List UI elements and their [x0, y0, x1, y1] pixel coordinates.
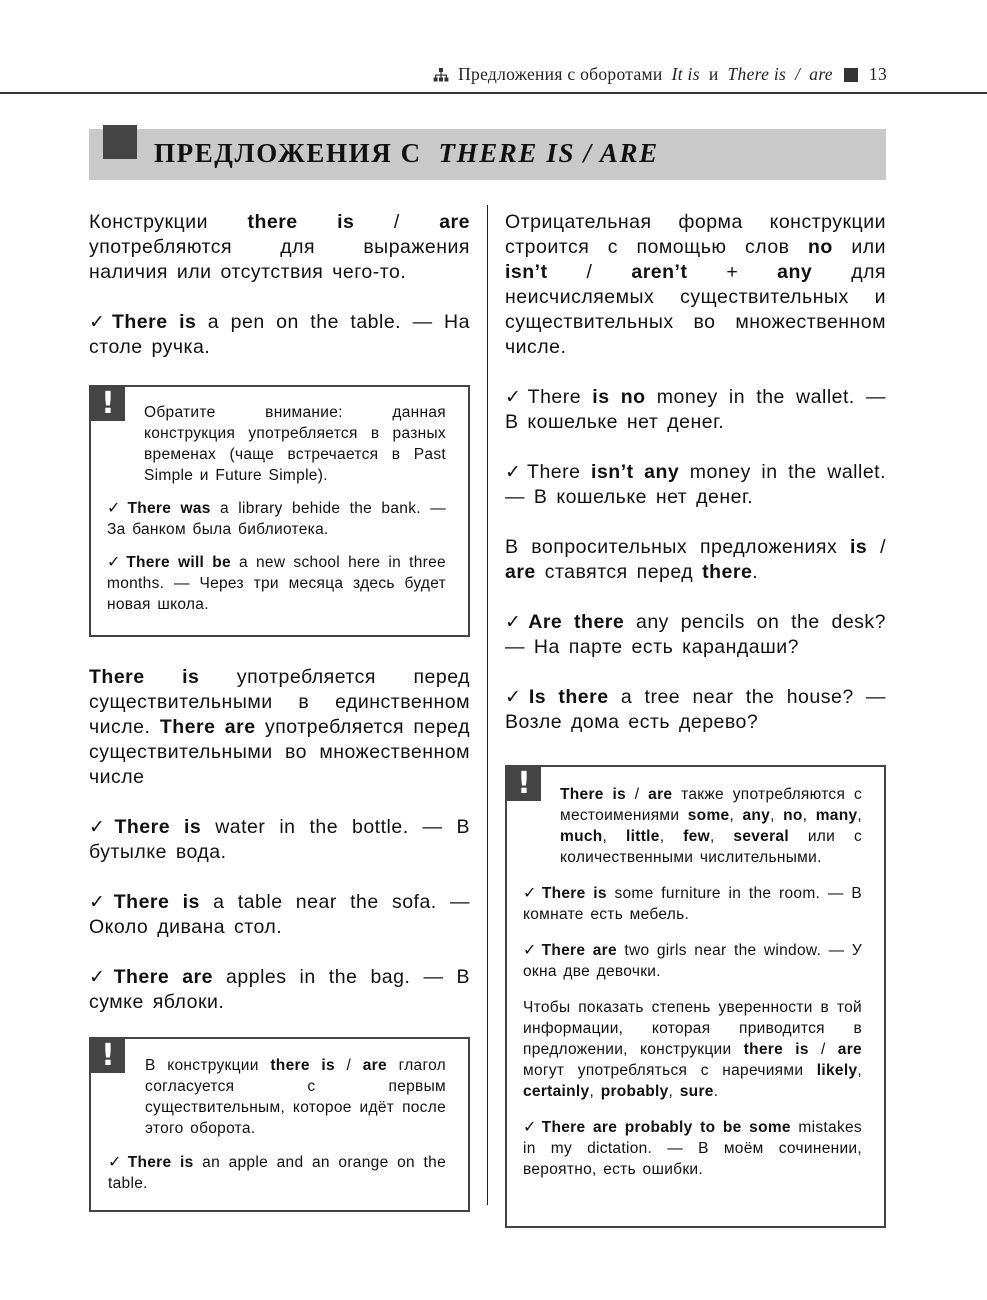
header-and: и [708, 64, 719, 84]
example-is-no-money: ✓ There is no money in the wallet. — В кошельке нет денег. [505, 386, 886, 433]
exclamation-icon: ! [507, 767, 541, 801]
check-icon: ✓ [89, 892, 110, 913]
header-square-marker [844, 68, 858, 82]
left-column [89, 210, 470, 1212]
check-icon: ✓ [523, 1119, 538, 1136]
example-table-sofa: ✓ There is a table near the sofa. — Около дивана стол. [89, 891, 470, 938]
header-there-is: There is [727, 64, 787, 84]
sitemap-icon [433, 68, 449, 82]
check-icon: ✓ [523, 885, 538, 902]
note-certainty-text: Чтобы показать степень уверенности в той информации, которая приводится в предложении, конструкции there is / are могут употребляться с наречиями likely, certainly, probably, sure. [523, 999, 862, 1100]
note-quantifiers-text: There is / are также употребляются с местоимениями some, any, no, many, much, little, few, several или с количественными числительными. [560, 786, 863, 866]
question-form-paragraph: В вопросительных предложениях is / are ставятся перед there. [505, 536, 886, 583]
note-example-girls-window: ✓ There are two girls near the window. — У окна две девочки. [523, 942, 862, 980]
check-icon: ✓ [505, 612, 525, 633]
check-icon: ✓ [505, 687, 525, 708]
check-icon: ✓ [89, 312, 108, 333]
running-header [433, 64, 887, 85]
exclamation-icon: ! [91, 1039, 125, 1073]
example-isnt-any-money: ✓ There isn’t any money in the wallet. — В кошельке нет денег. [505, 461, 887, 508]
example-is-there-tree: ✓ Is there a tree near the house? — Возле дома есть дерево? [505, 686, 886, 733]
example-apples-bag: ✓ There are apples in the bag. — В сумке яблоки. [89, 966, 470, 1013]
check-icon: ✓ [89, 817, 111, 838]
header-rule [0, 92, 987, 94]
check-icon: ✓ [107, 554, 123, 571]
check-icon: ✓ [107, 500, 124, 517]
header-are: are [809, 64, 833, 84]
note-example-there-was: ✓ There was a library behide the bank. — За банком была библиотека. [107, 500, 446, 538]
check-icon: ✓ [505, 387, 524, 408]
note-text: В конструкции there is / are глагол согласуется с первым существительным, которое идёт после этого оборота. [145, 1057, 446, 1137]
check-icon: ✓ [523, 942, 538, 959]
note-box-tenses [89, 385, 470, 637]
note-text: Обратите внимание: данная конструкция употребляется в разных временах (чаще встречается в Past Simple и Future Simple). [144, 404, 446, 484]
note-box-agreement [89, 1037, 470, 1212]
header-it-is: It is [671, 64, 700, 84]
header-prefix: Предложения с оборотами [458, 64, 663, 84]
column-divider [487, 205, 488, 1205]
rule-paragraph: There is употребляется перед существительными в единственном числе. There are употребляется перед существительными во множественном числе [89, 666, 470, 788]
example-there-is-pen: ✓ There is a pen on the table. — На столе ручка. [89, 311, 470, 358]
note-box-quantifiers [505, 765, 886, 1228]
check-icon: ✓ [89, 967, 110, 988]
negative-form-paragraph: Отрицательная форма конструкции строится с помощью слов no или isn’t / aren’t + any для неисчисляемых существительных и существительных во множественном числе. [505, 211, 887, 358]
intro-paragraph: Конструкции there is / are употребляются для выражения наличия или отсутствия чего-то. [89, 211, 470, 283]
section-banner [89, 129, 886, 180]
page-number: 13 [868, 64, 887, 84]
example-are-there-pencils: ✓ Are there any pencils on the desk? — На парте есть карандаши? [505, 611, 887, 658]
section-title: ПРЕДЛОЖЕНИЯ С THERE IS / ARE [154, 138, 659, 168]
note-example-furniture: ✓ There is some furniture in the room. — В комнате есть мебель. [523, 885, 862, 923]
exclamation-icon: ! [91, 387, 125, 421]
example-water-bottle: ✓ There is water in the bottle. — В бутылке вода. [89, 816, 470, 863]
check-icon: ✓ [505, 462, 524, 483]
right-column [505, 210, 886, 1228]
banner-square-marker [103, 125, 137, 159]
note-example-apple-orange: ✓ There is an apple and an orange on the table. [108, 1154, 446, 1192]
note-example-mistakes: ✓ There are probably to be some mistakes in my dictation. — В моём сочинении, вероятно, есть ошибки. [523, 1119, 862, 1178]
check-icon: ✓ [108, 1154, 124, 1171]
header-slash: / [795, 64, 801, 84]
note-example-there-will-be: ✓ There will be a new school here in three months. — Через три месяца здесь будет новая школа. [107, 554, 446, 613]
